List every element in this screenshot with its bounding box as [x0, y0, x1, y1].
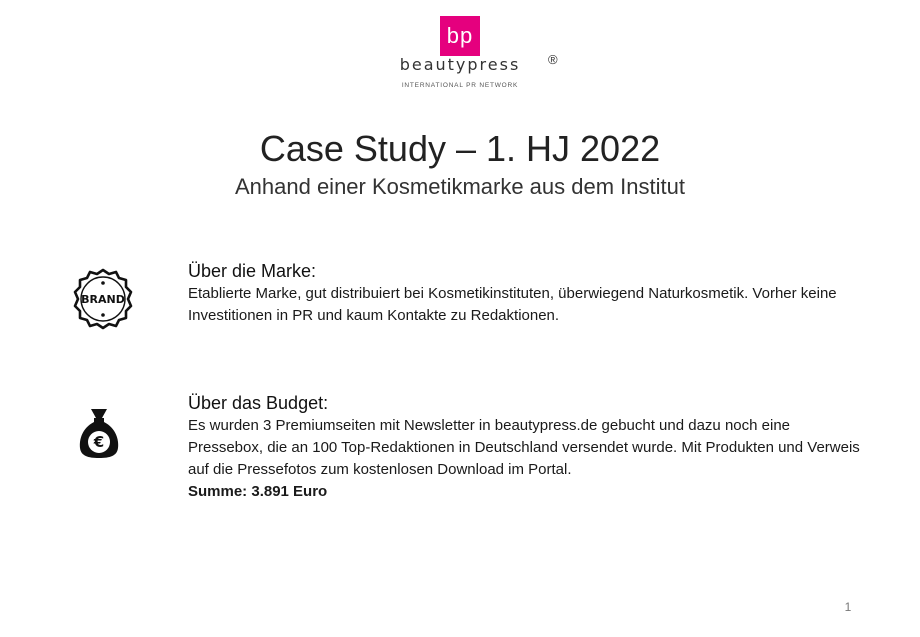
logo-monogram: bp — [446, 23, 474, 48]
logo-wordmark: beautypress — [399, 55, 521, 74]
slide-title: Case Study – 1. HJ 2022 — [259, 128, 661, 169]
budget-section-heading: Über das Budget: — [188, 393, 329, 413]
brand-section-heading: Über die Marke: — [188, 261, 317, 281]
budget-section — [188, 392, 868, 503]
budget-section-text: Es wurden 3 Premiumseiten mit Newsletter in beautypress.de gebucht und dazu noch eine Pressebox, die an 100 Top-Redaktionen in Deutschland versendet wurde. Mit Produkten und Verweis auf die Pressefotos zum kostenlosen Download im Portal. — [188, 417, 860, 478]
money-bag-icon — [78, 406, 120, 460]
budget-summary: Summe: 3.891 Euro — [188, 483, 328, 500]
brand-section — [188, 260, 868, 327]
brand-badge-icon — [72, 268, 134, 330]
page-number: 1 — [844, 600, 852, 614]
euro-symbol: € — [93, 433, 105, 451]
brand-icon-label: BRAND — [81, 293, 125, 306]
beautypress-logo — [0, 0, 920, 100]
brand-section-text: Etablierte Marke, gut distribuiert bei Kosmetikinstituten, überwiegend Naturkosmetik. Vorher keine Investitionen in PR und kaum Kontakte zu Redaktionen. — [188, 285, 837, 324]
logo-registered-mark: ® — [548, 52, 558, 67]
slide-subtitle: Anhand einer Kosmetikmarke aus dem Institut — [234, 174, 685, 199]
logo-tagline: INTERNATIONAL PR NETWORK — [401, 82, 519, 89]
